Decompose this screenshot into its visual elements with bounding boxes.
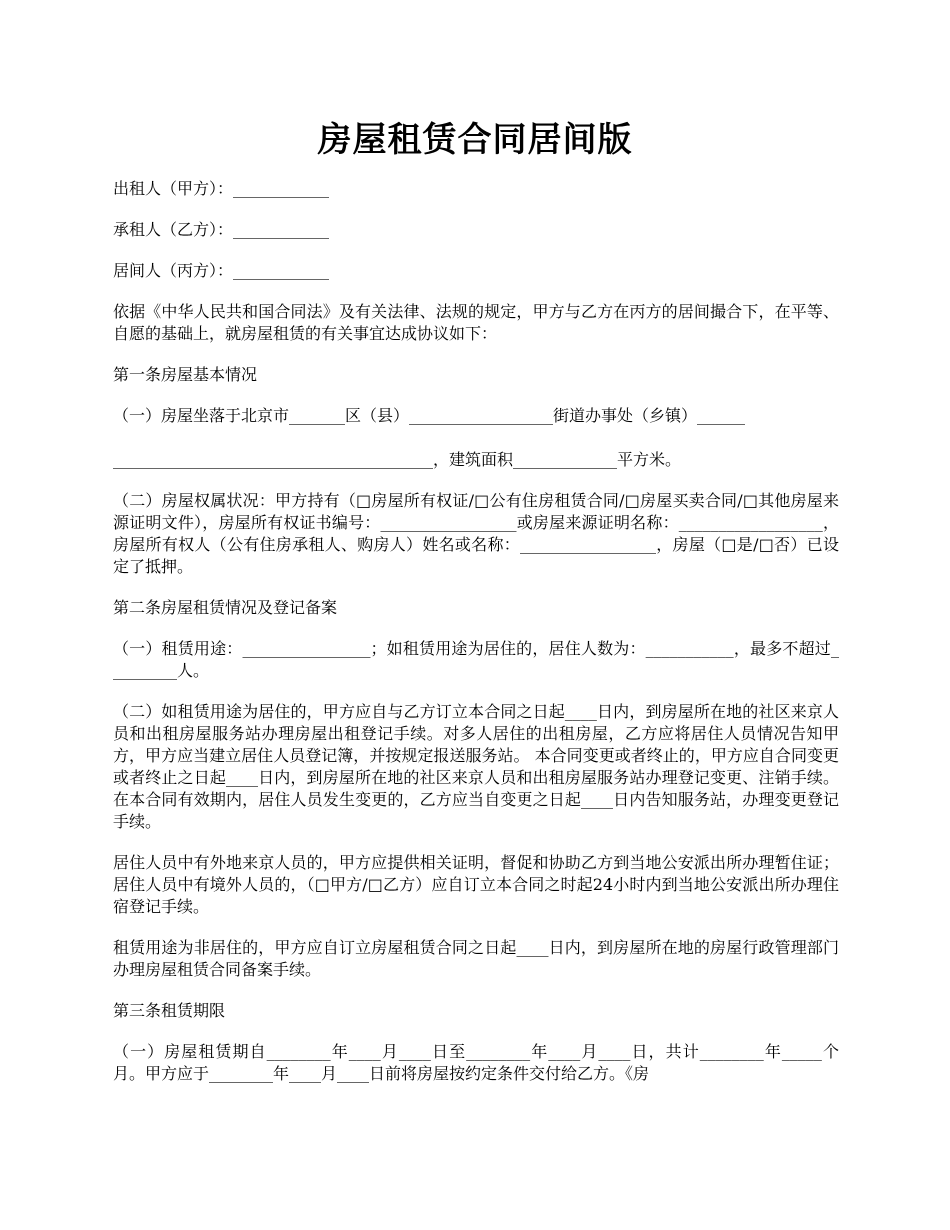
party-lessor: 出租人（甲方）：____________ [113, 179, 330, 198]
article-1-clause-1-line-2: ________________________________________，建筑面积_____________平方米。 [113, 450, 682, 469]
document-body [113, 178, 839, 1104]
article-2-heading: 第二条房屋租赁情况及登记备案 [113, 598, 338, 617]
article-3-clause-1: （一）房屋租赁期自________年____月____日至________年____月____日，共计________年_____个月。甲方应于________年____月____日前将房屋按约定条件交付给乙方。《房 [113, 1042, 839, 1083]
article-2-non-residential: 租赁用途为非居住的，甲方应自订立房屋租赁合同之日起____日内，到房屋所在地的房屋行政管理部门办理房屋租赁合同备案手续。 [113, 938, 839, 979]
article-2-clause-2: （二）如租赁用途为居住的，甲方应自与乙方订立本合同之日起____日内，到房屋所在地的社区来京人员和出租房屋服务站办理房屋出租登记手续。对多人居住的出租房屋，乙方应将居住人员情况告知甲方，甲方应当建立居住人员登记簿，并按规定报送服务站。 本合同变更或者终止的，甲方应自合同变更或者终止之日起____日内，到房屋所在地的社区来京人员和出租房屋服务站办理登记变更、注销手续。在本合同有效期内，居住人员发生变更的，乙方应当自变更之日起____日内告知服务站，办理变更登记手续。 [113, 702, 839, 831]
party-intermediary: 居间人（丙方）：____________ [113, 261, 330, 280]
preamble-paragraph: 依据《中华人民共和国合同法》及有关法律、法规的规定，甲方与乙方在丙方的居间撮合下，在平等、自愿的基础上，就房屋租赁的有关事宜达成协议如下： [113, 302, 839, 343]
article-1-clause-2: （二）房屋权属状况：甲方持有（□房屋所有权证/□公有住房租赁合同/□房屋买卖合同/□其他房屋来源证明文件），房屋所有权证书编号：_________________或房屋来源证明名称：__________________，房屋所有权人（公有住房承租人、购房人）姓名或名称：_________________，房屋（□是/□否）已设定了抵押。 [113, 491, 839, 576]
article-2-clause-1: （一）租赁用途：________________；如租赁用途为居住的，居住人数为：___________，最多不超过_________人。 [113, 639, 839, 680]
document-title: 房屋租赁合同居间版 [317, 120, 633, 160]
article-1-clause-1-line-1: （一）房屋坐落于北京市_______区（县）__________________街道办事处（乡镇）______ [113, 406, 746, 425]
article-2-foreign-residents: 居住人员中有外地来京人员的，甲方应提供相关证明，督促和协助乙方到当地公安派出所办理暂住证；居住人员中有境外人员的，（□甲方/□乙方）应自订立本合同之时起24小时内到当地公安派出所办理住宿登记手续。 [113, 853, 839, 916]
article-1-heading: 第一条房屋基本情况 [113, 365, 258, 384]
article-3-heading: 第三条租赁期限 [113, 1001, 226, 1020]
party-lessee: 承租人（乙方）：____________ [113, 220, 330, 239]
